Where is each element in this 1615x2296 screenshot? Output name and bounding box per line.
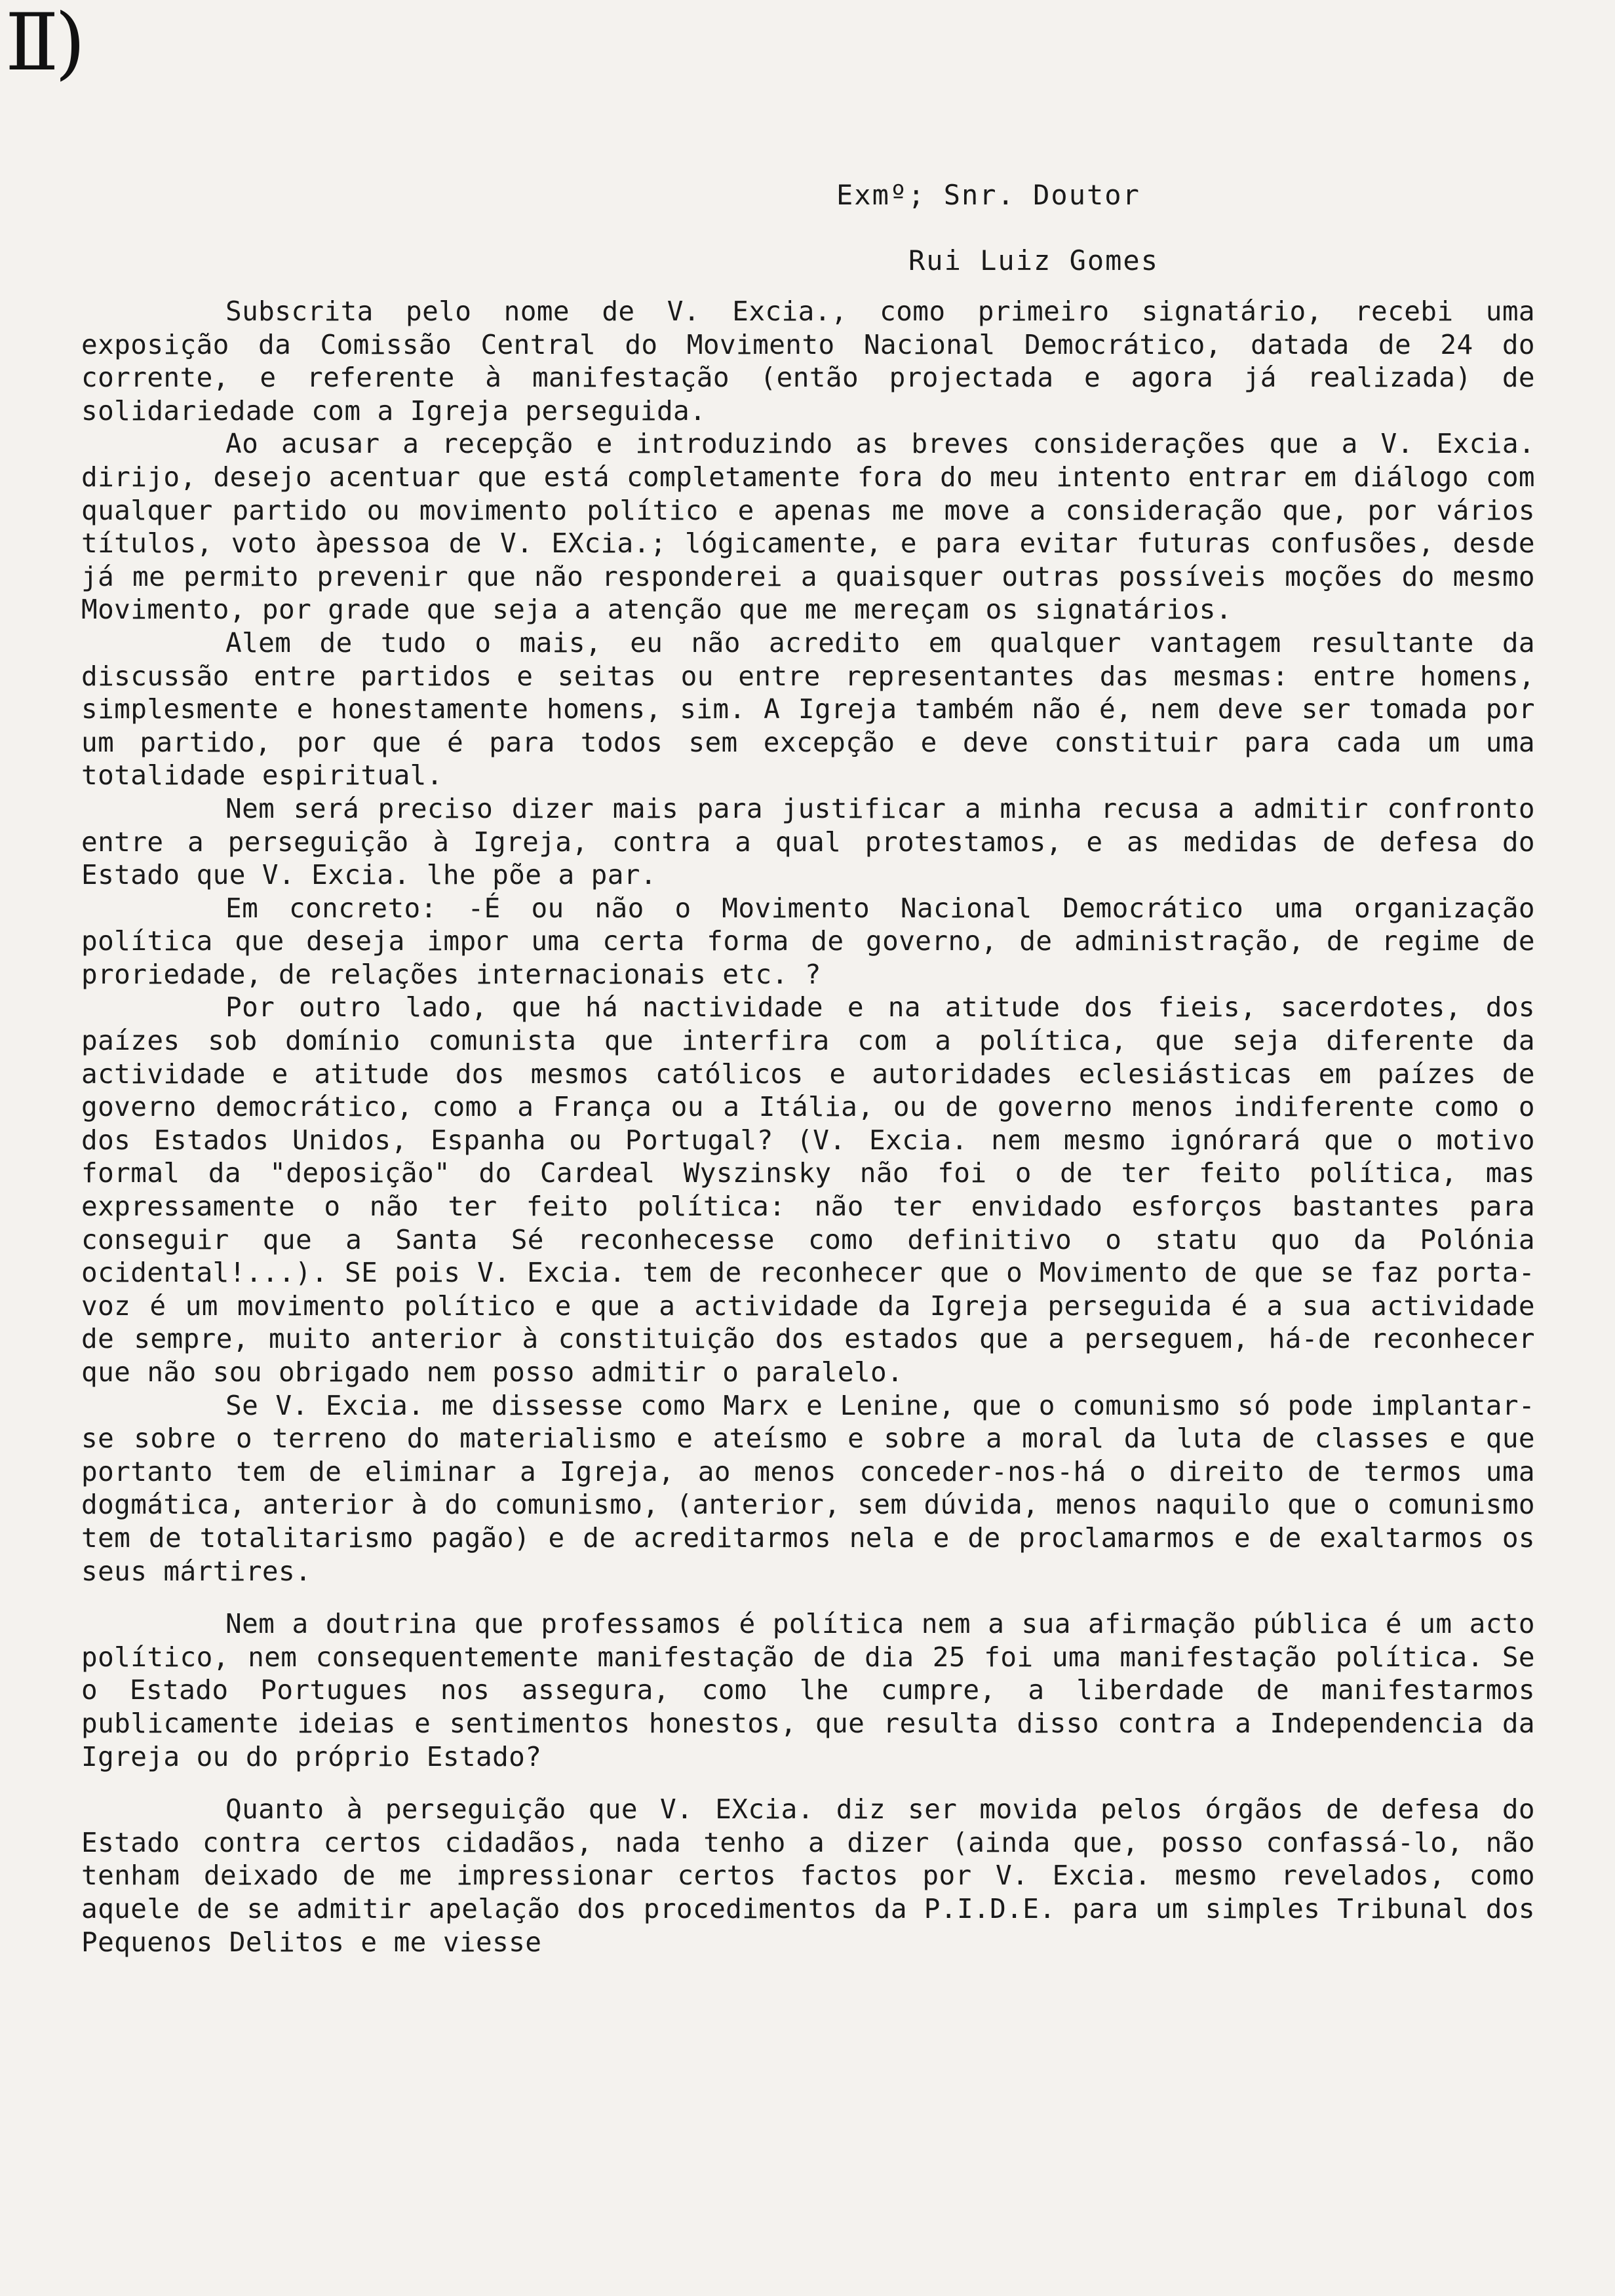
letter-body (81, 295, 1535, 1959)
paragraph: Em concreto: -É ou não o Movimento Nacional Democrático uma organização política que deseja impor uma certa forma de governo, de administração, de regime de proriedade, de relações internacionais etc. ? (81, 892, 1535, 990)
paragraph: Quanto à perseguição que V. EXcia. diz ser movida pelos órgãos de defesa do Estado contra certos cidadãos, nada tenho a dizer (ainda que, posso confassá-lo, não tenham deixado de me impressionar certos factos por V. Excia. mesmo revelados, como aquele de se admitir apelação dos procedimentos da P.I.D.E. para um simples Tribunal dos Pequenos Delitos e me viesse (81, 1793, 1535, 1958)
paragraph: Nem será preciso dizer mais para justificar a minha recusa a admitir confronto entre a perseguição à Igreja, contra a qual protestamos, e as medidas de defesa do Estado que V. Excia. lhe põe a par. (81, 792, 1535, 891)
paragraph: Por outro lado, que há nactividade e na atitude dos fieis, sacerdotes, dos paízes sob domínio comunista que interfira com a política, que seja diferente da actividade e atitude dos mesmos católicos e autoridades eclesiásticas em paízes de governo democrático, como a França ou a Itália, ou de governo menos indiferente como o dos Estados Unidos, Espanha ou Portugal? (V. Excia. nem mesmo ignórará que o motivo formal da "deposição" do Cardeal Wyszinsky não foi o de ter feito política, mas expressamente o não ter feito política: não ter envidado esforços bastantes para conseguir que a Santa Sé reconhecesse como definitivo o statu quo da Polónia ocidental!...). SE pois V. Excia. tem de reconhecer que o Movimento de que se faz porta-voz é um movimento político e que a actividade da Igreja perseguida é a sua actividade de sempre, muito anterior à constituição dos estados que a perseguem, há-de reconhecer que não sou obrigado nem posso admitir o paralelo. (81, 991, 1535, 1388)
salutation-title: Exmº; Snr. Doutor (836, 179, 1140, 211)
salutation-recipient-name: Rui Luiz Gomes (908, 244, 1159, 277)
page-number-mark: Ⅱ) (5, 0, 82, 88)
paragraph: Ao acusar a recepção e introduzindo as breves considerações que a V. Excia. dirijo, desejo acentuar que está completamente fora do meu intento entrar em diálogo com qualquer partido ou movimento político e apenas me move a consideração que, por vários títulos, voto àpessoa de V. EXcia.; lógicamente, e para evitar futuras confusões, desde já me permito prevenir que não responderei a quaisquer outras possíveis moções do mesmo Movimento, por grade que seja a atenção que me mereçam os signatários. (81, 428, 1535, 626)
paragraph: Nem a doutrina que professamos é política nem a sua afirmação pública é um acto político, nem consequentemente manifestação de dia 25 foi uma manifestação política. Se o Estado Portugues nos assegura, como lhe cumpre, a liberdade de manifestarmos publicamente ideias e sentimentos honestos, que resulta disso contra a Independencia da Igreja ou do próprio Estado? (81, 1608, 1535, 1772)
paragraph: Alem de tudo o mais, eu não acredito em qualquer vantagem resultante da discussão entre partidos e seitas ou entre representantes das mesmas: entre homens, simplesmente e honestamente homens, sim. A Igreja também não é, nem deve ser tomada por um partido, por que é para todos sem excepção e deve constituir para cada um uma totalidade espiritual. (81, 626, 1535, 792)
paragraph: Se V. Excia. me dissesse como Marx e Lenine, que o comunismo só pode implantar-se sobre o terreno do materialismo e ateísmo e sobre a moral da luta de classes e que portanto tem de eliminar a Igreja, ao menos conceder-nos-há o direito de termos uma dogmática, anterior à do comunismo, (anterior, sem dúvida, menos naquilo que o comunismo tem de totalitarismo pagão) e de acreditarmos nela e de proclamarmos e de exaltarmos os seus mártires. (81, 1389, 1535, 1587)
paragraph: Subscrita pelo nome de V. Excia., como primeiro signatário, recebi uma exposição da Comissão Central do Movimento Nacional Democrático, datada de 24 do corrente, e referente à manifestação (então projectada e agora já realizada) de solidariedade com a Igreja perseguida. (81, 296, 1535, 427)
salutation (836, 163, 1159, 294)
